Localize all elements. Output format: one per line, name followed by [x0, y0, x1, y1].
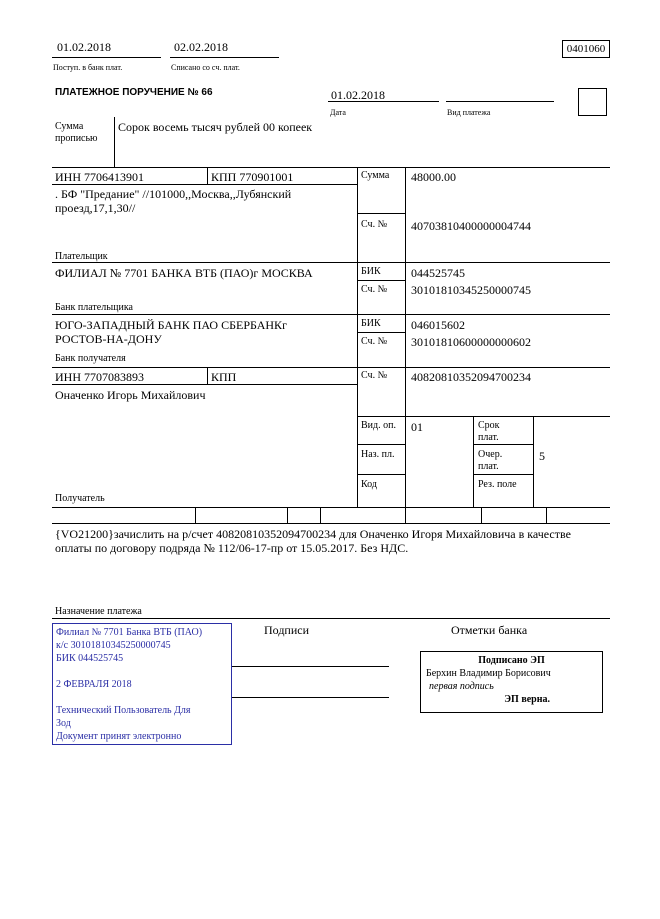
bank-stamp-line2: к/с 30101810345250000745 — [56, 640, 171, 651]
received-date: 01.02.2018 — [57, 40, 111, 54]
payer-bank-sep — [357, 280, 405, 281]
purpose-label: Назначение платежа — [55, 606, 142, 617]
payer-inn: ИНН 7706413901 — [55, 170, 144, 184]
payment-type-line — [446, 101, 554, 102]
order-date-line — [328, 101, 439, 102]
purpose-code-label: Наз. пл. — [361, 449, 395, 460]
col-divider-357 — [357, 167, 358, 507]
queue-label-1: Очер. — [478, 449, 503, 460]
payer-inn-kpp-divider — [207, 167, 208, 184]
row-line-384 — [52, 384, 357, 385]
payer-name-line1: . БФ "Предание" //101000,,Москва,,Лубянский — [55, 187, 292, 201]
order-date-label: Дата — [330, 108, 346, 117]
ep-verified: ЭП верна. — [504, 694, 550, 705]
payer-account-label: Сч. № — [361, 219, 388, 230]
signatures-label: Подписи — [264, 623, 310, 637]
payee-acc: 40820810352094700234 — [411, 370, 531, 384]
amount-words-label-1: Сумма — [55, 121, 84, 132]
payee-inn-kpp-divider — [207, 367, 208, 384]
row-line-184 — [52, 184, 357, 185]
ep-title: Подписано ЭП — [478, 655, 545, 666]
amount-sep — [357, 213, 405, 214]
payer-bank-name: ФИЛИАЛ № 7701 БАНКА ВТБ (ПАО)г МОСКВА — [55, 266, 313, 280]
payee-bank-acc-label: Сч. № — [361, 336, 388, 347]
payee-bank-bik: 046015602 — [411, 318, 465, 332]
amount-words-label-2: прописью — [55, 133, 98, 144]
reserve-label: Рез. поле — [478, 479, 517, 490]
codes-sep-4 — [473, 474, 533, 475]
amount-words-divider — [114, 117, 115, 167]
tax-div-3 — [320, 507, 321, 523]
codes-sep-2 — [357, 474, 405, 475]
payer-bank-bik: 044525745 — [411, 266, 465, 280]
bank-stamp-line7: Документ принят электронно — [56, 731, 182, 742]
payee-acc-label: Сч. № — [361, 370, 388, 381]
payer-label: Плательщик — [55, 251, 108, 262]
row-line-507 — [52, 507, 610, 508]
amount-words: Сорок восемь тысяч рублей 00 копеек — [118, 120, 313, 134]
bank-stamp-gap-2 — [56, 691, 228, 704]
payer-bank-acc-label: Сч. № — [361, 284, 388, 295]
col-divider-473 — [473, 416, 474, 507]
payer-bank-bik-label: БИК — [361, 266, 381, 277]
bank-stamp-line5: Технический Пользователь Для — [56, 705, 191, 716]
payee-name: Оначенко Игорь Михайлович — [55, 388, 206, 402]
queue-label-2: плат. — [478, 461, 499, 472]
bank-stamp-line4: 2 ФЕВРАЛЯ 2018 — [56, 679, 132, 690]
row-line-314 — [52, 314, 610, 315]
payee-bank-name-line1: ЮГО-ЗАПАДНЫЙ БАНК ПАО СБЕРБАНКг — [55, 318, 287, 332]
amount-label: Сумма — [361, 170, 390, 181]
row-line-523 — [52, 523, 610, 524]
op-type: 01 — [411, 420, 423, 434]
signature-line-2 — [231, 697, 389, 698]
debited-label: Списано со сч. плат. — [171, 63, 240, 72]
received-date-line — [52, 57, 161, 58]
order-title: ПЛАТЕЖНОЕ ПОРУЧЕНИЕ № 66 — [55, 87, 213, 98]
col-divider-533 — [533, 416, 534, 507]
purpose-line1: {VO21200}зачислить на р/счет 40820810352094700234 для Оначенко Игоря Михайловича в качестве — [55, 527, 571, 541]
op-type-label: Вид. оп. — [361, 420, 396, 431]
codes-sep-1 — [357, 444, 405, 445]
purpose-line2: оплаты по договору подряда № 112/06-17-пр от 15.05.2017. Без НДС. — [55, 541, 409, 555]
payer-account: 40703810400000004744 — [411, 219, 531, 233]
queue-value: 5 — [539, 449, 545, 463]
payee-bank-acc: 30101810600000000602 — [411, 335, 531, 349]
codes-sep-3 — [473, 444, 533, 445]
tax-div-6 — [546, 507, 547, 523]
payee-bank-name-line2: РОСТОВ-НА-ДОНУ — [55, 332, 162, 346]
status-box — [578, 88, 607, 116]
payee-bank-label: Банк получателя — [55, 353, 126, 364]
payee-inn: ИНН 7707083893 — [55, 370, 144, 384]
debited-date-line — [170, 57, 279, 58]
payee-bank-sep — [357, 332, 405, 333]
bank-stamp-line1: Филиал № 7701 Банка ВТБ (ПАО) — [56, 627, 203, 638]
row-line-618 — [52, 618, 610, 619]
tax-div-4 — [405, 507, 406, 523]
payer-bank-acc: 30101810345250000745 — [411, 283, 531, 297]
bank-stamp-line6: Зод — [56, 718, 71, 729]
term-label-2: плат. — [478, 432, 499, 443]
bank-stamp — [52, 623, 232, 745]
form-code: 0401060 — [566, 43, 606, 55]
payer-bank-label: Банк плательщика — [55, 302, 133, 313]
bank-stamp-gap-1 — [56, 665, 228, 678]
row-line-167 — [52, 167, 610, 168]
bank-marks-label: Отметки банка — [451, 623, 528, 637]
ep-sign-type: первая подпись — [429, 681, 494, 692]
payer-kpp: КПП 770901001 — [211, 170, 294, 184]
payment-type-label: Вид платежа — [447, 108, 491, 117]
tax-div-1 — [195, 507, 196, 523]
code-label: Код — [361, 479, 377, 490]
col-divider-405 — [405, 167, 406, 507]
row-line-416 — [357, 416, 610, 417]
debited-date: 02.02.2018 — [174, 40, 228, 54]
form-code-box — [562, 40, 610, 58]
row-line-367 — [52, 367, 610, 368]
tax-div-5 — [481, 507, 482, 523]
term-label-1: Срок — [478, 420, 500, 431]
order-date: 01.02.2018 — [331, 88, 385, 102]
received-label: Поступ. в банк плат. — [53, 63, 123, 72]
ep-stamp — [420, 651, 603, 713]
payer-name-line2: проезд,17,1,30// — [55, 201, 136, 215]
ep-signer: Берхин Владимир Борисович — [426, 668, 551, 679]
signature-line-1 — [231, 666, 389, 667]
payee-bank-bik-label: БИК — [361, 318, 381, 329]
payee-label: Получатель — [55, 493, 105, 504]
tax-div-2 — [287, 507, 288, 523]
bank-stamp-line3: БИК 044525745 — [56, 653, 124, 664]
payee-kpp: КПП — [211, 370, 237, 384]
row-line-262 — [52, 262, 610, 263]
amount-value: 48000.00 — [411, 170, 456, 184]
